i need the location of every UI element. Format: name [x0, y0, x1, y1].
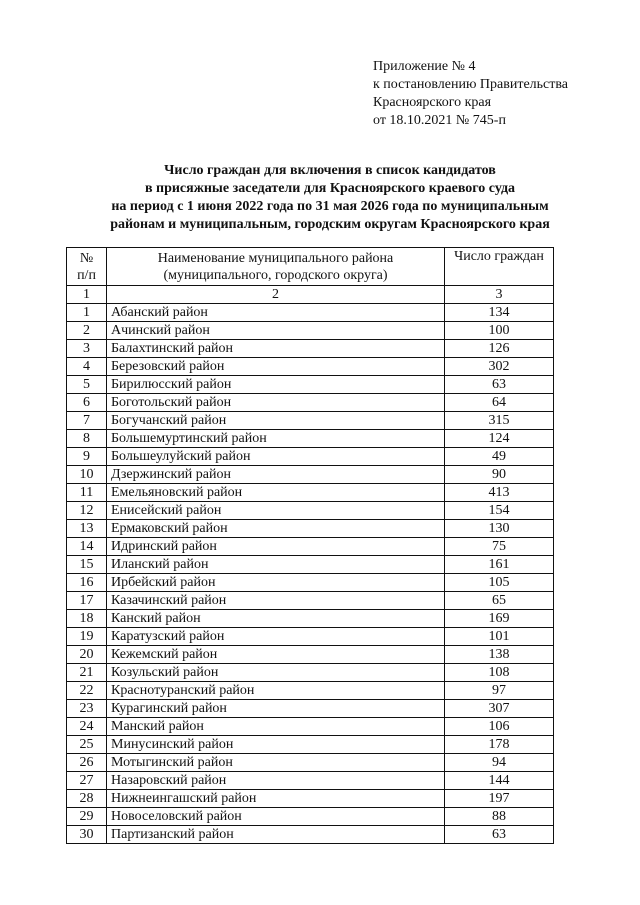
header-number	[67, 248, 107, 286]
row-number: 26	[67, 754, 107, 772]
row-number: 15	[67, 556, 107, 574]
table-row	[67, 322, 554, 340]
table-row	[67, 376, 554, 394]
column-number-row	[67, 286, 554, 304]
row-citizen-count: 64	[445, 394, 554, 412]
table-row	[67, 556, 554, 574]
row-citizen-count: 49	[445, 448, 554, 466]
row-citizen-count: 106	[445, 718, 554, 736]
row-number: 22	[67, 682, 107, 700]
row-district-name: Мотыгинский район	[107, 754, 445, 772]
row-citizen-count: 134	[445, 304, 554, 322]
row-citizen-count: 302	[445, 358, 554, 376]
appendix-line: от 18.10.2021 № 745-п	[373, 113, 506, 128]
row-number: 25	[67, 736, 107, 754]
row-district-name: Большеулуйский район	[107, 448, 445, 466]
row-district-name: Иланский район	[107, 556, 445, 574]
row-district-name: Казачинский район	[107, 592, 445, 610]
column-number: 1	[67, 286, 107, 304]
row-citizen-count: 130	[445, 520, 554, 538]
row-district-name: Богучанский район	[107, 412, 445, 430]
appendix-line: Красноярского края	[373, 95, 492, 110]
table-row	[67, 826, 554, 844]
row-citizen-count: 178	[445, 736, 554, 754]
table-row	[67, 304, 554, 322]
row-number: 12	[67, 502, 107, 520]
table-row	[67, 358, 554, 376]
appendix-line: Приложение № 4	[373, 59, 476, 74]
row-number: 23	[67, 700, 107, 718]
table-row	[67, 538, 554, 556]
column-number: 3	[445, 286, 554, 304]
row-number: 7	[67, 412, 107, 430]
appendix-line: к постановлению Правительства	[373, 77, 569, 92]
row-district-name: Нижнеингашский район	[107, 790, 445, 808]
citizens-table	[66, 247, 554, 844]
row-district-name: Краснотуранский район	[107, 682, 445, 700]
table-row	[67, 646, 554, 664]
table-row	[67, 574, 554, 592]
table-row	[67, 610, 554, 628]
row-number: 30	[67, 826, 107, 844]
row-citizen-count: 90	[445, 466, 554, 484]
row-number: 29	[67, 808, 107, 826]
row-district-name: Кежемский район	[107, 646, 445, 664]
row-number: 1	[67, 304, 107, 322]
header-name	[107, 248, 445, 286]
row-number: 16	[67, 574, 107, 592]
row-number: 6	[67, 394, 107, 412]
row-district-name: Партизанский район	[107, 826, 445, 844]
column-number: 2	[107, 286, 445, 304]
row-number: 11	[67, 484, 107, 502]
row-district-name: Балахтинский район	[107, 340, 445, 358]
row-number: 14	[67, 538, 107, 556]
title-line: Число граждан для включения в список кандидатов	[164, 163, 496, 178]
row-district-name: Идринский район	[107, 538, 445, 556]
row-number: 3	[67, 340, 107, 358]
table-row	[67, 394, 554, 412]
row-district-name: Козульский район	[107, 664, 445, 682]
table-row	[67, 772, 554, 790]
table-row	[67, 340, 554, 358]
row-citizen-count: 169	[445, 610, 554, 628]
table-row	[67, 628, 554, 646]
row-citizen-count: 124	[445, 430, 554, 448]
row-citizen-count: 161	[445, 556, 554, 574]
title-line: на период с 1 июня 2022 года по 31 мая 2026 года по муниципальным	[111, 199, 549, 214]
row-number: 17	[67, 592, 107, 610]
row-citizen-count: 154	[445, 502, 554, 520]
table-row	[67, 412, 554, 430]
row-number: 2	[67, 322, 107, 340]
table-row	[67, 718, 554, 736]
row-citizen-count: 65	[445, 592, 554, 610]
row-district-name: Ачинский район	[107, 322, 445, 340]
header-number-line2: п/п	[77, 267, 96, 283]
row-citizen-count: 307	[445, 700, 554, 718]
row-district-name: Емельяновский район	[107, 484, 445, 502]
table-row	[67, 700, 554, 718]
row-citizen-count: 97	[445, 682, 554, 700]
table-row	[67, 484, 554, 502]
appendix-block	[373, 58, 568, 130]
row-citizen-count: 138	[445, 646, 554, 664]
table-row	[67, 502, 554, 520]
row-citizen-count: 197	[445, 790, 554, 808]
row-district-name: Каратузский район	[107, 628, 445, 646]
row-district-name: Большемуртинский район	[107, 430, 445, 448]
row-number: 20	[67, 646, 107, 664]
row-number: 10	[67, 466, 107, 484]
row-district-name: Бирилюсский район	[107, 376, 445, 394]
row-district-name: Курагинский район	[107, 700, 445, 718]
row-number: 28	[67, 790, 107, 808]
row-citizen-count: 94	[445, 754, 554, 772]
table-row	[67, 520, 554, 538]
row-citizen-count: 75	[445, 538, 554, 556]
row-number: 8	[67, 430, 107, 448]
row-district-name: Манский район	[107, 718, 445, 736]
row-number: 27	[67, 772, 107, 790]
row-citizen-count: 144	[445, 772, 554, 790]
row-citizen-count: 63	[445, 376, 554, 394]
table-row	[67, 430, 554, 448]
row-citizen-count: 108	[445, 664, 554, 682]
document-title	[60, 162, 600, 234]
title-line: районам и муниципальным, городским округам Красноярского края	[110, 217, 550, 232]
row-number: 4	[67, 358, 107, 376]
row-citizen-count: 63	[445, 826, 554, 844]
table-row	[67, 682, 554, 700]
header-number-line1: №	[79, 250, 94, 266]
row-number: 5	[67, 376, 107, 394]
row-district-name: Березовский район	[107, 358, 445, 376]
row-citizen-count: 101	[445, 628, 554, 646]
table-row	[67, 664, 554, 682]
row-district-name: Минусинский район	[107, 736, 445, 754]
table-row	[67, 592, 554, 610]
table-header-row	[67, 248, 554, 286]
row-citizen-count: 88	[445, 808, 554, 826]
table-row	[67, 790, 554, 808]
row-district-name: Новоселовский район	[107, 808, 445, 826]
row-number: 13	[67, 520, 107, 538]
row-district-name: Дзержинский район	[107, 466, 445, 484]
table-row	[67, 808, 554, 826]
table-row	[67, 736, 554, 754]
table-row	[67, 754, 554, 772]
header-name-line1: Наименование муниципального района	[157, 250, 394, 266]
row-district-name: Канский район	[107, 610, 445, 628]
row-citizen-count: 315	[445, 412, 554, 430]
row-citizen-count: 413	[445, 484, 554, 502]
title-line: в присяжные заседатели для Красноярского краевого суда	[144, 181, 516, 196]
header-count: Число граждан	[445, 248, 554, 286]
row-number: 24	[67, 718, 107, 736]
table-row	[67, 466, 554, 484]
row-district-name: Боготольский район	[107, 394, 445, 412]
row-district-name: Енисейский район	[107, 502, 445, 520]
table-row	[67, 448, 554, 466]
row-number: 18	[67, 610, 107, 628]
row-district-name: Ермаковский район	[107, 520, 445, 538]
row-district-name: Назаровский район	[107, 772, 445, 790]
row-citizen-count: 126	[445, 340, 554, 358]
row-number: 21	[67, 664, 107, 682]
row-citizen-count: 105	[445, 574, 554, 592]
row-number: 9	[67, 448, 107, 466]
row-district-name: Ирбейский район	[107, 574, 445, 592]
row-citizen-count: 100	[445, 322, 554, 340]
row-number: 19	[67, 628, 107, 646]
row-district-name: Абанский район	[107, 304, 445, 322]
header-name-line2: (муниципального, городского округа)	[163, 267, 388, 283]
